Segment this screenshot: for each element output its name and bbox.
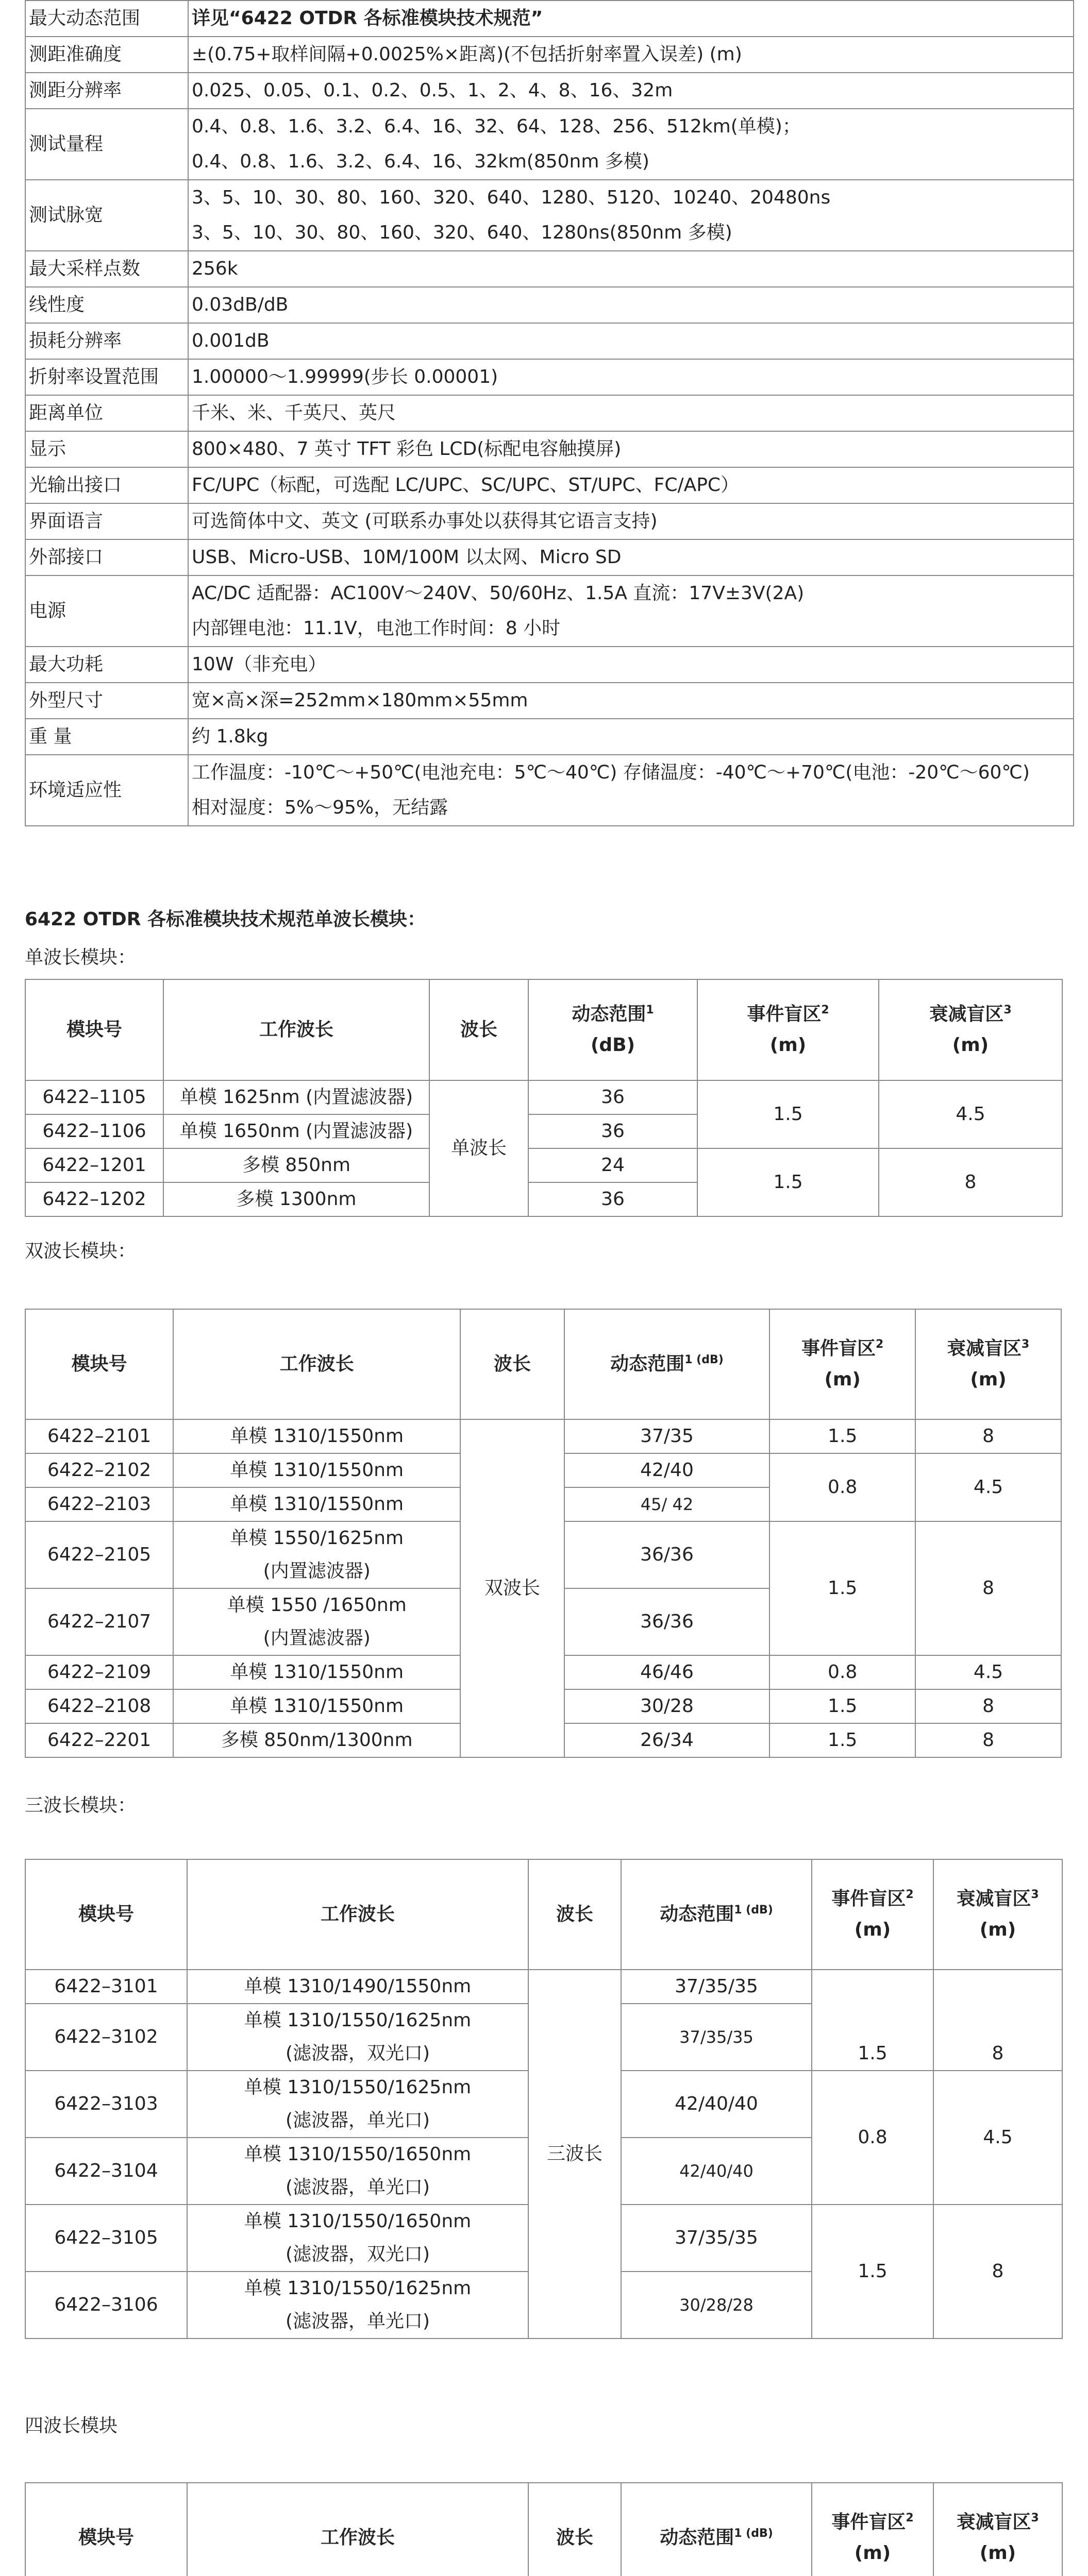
module-cell: 6422–1105 <box>25 1080 163 1114</box>
spec-value-line: 内部锂电池：11.1V，电池工作时间：8 小时 <box>192 618 561 639</box>
band-cell: 双波长 <box>460 1419 564 1757</box>
col-atten: 衰减盲区$^3$ (m) <box>933 1859 1062 1970</box>
col-module: 模块号 <box>25 1309 173 1419</box>
table-row <box>25 1419 1061 1453</box>
dr-cell: 36 <box>528 1182 697 1216</box>
module-cell: 6422–3102 <box>25 2004 187 2071</box>
event-cell: 1.5 <box>697 1080 879 1148</box>
dr-cell: 37/35/35 <box>621 2004 812 2071</box>
spec-row <box>25 359 1074 395</box>
spec-value: 详见“6422 OTDR 各标准模块技术规范” <box>188 1 1074 37</box>
event-cell: 0.8 <box>769 1655 915 1689</box>
module-cell: 6422–3104 <box>25 2138 187 2205</box>
dr-cell: 42/40/40 <box>621 2138 812 2205</box>
spec-table <box>25 0 1074 826</box>
dr-cell: 37/35/35 <box>621 2205 812 2272</box>
spec-value: 0.001dB <box>188 323 1074 359</box>
spec-row <box>25 287 1074 323</box>
spec-value: 800×480、7 英寸 TFT 彩色 LCD(标配电容触摸屏) <box>188 431 1074 467</box>
single-wavelength-table <box>25 979 1063 1217</box>
spec-row <box>25 431 1074 467</box>
atten-cell: 8 <box>915 1689 1061 1723</box>
event-cell: 1.5 <box>812 2205 933 2338</box>
spec-value: 可选简体中文、英文 (可联系办事处以获得其它语言支持) <box>188 503 1074 539</box>
module-cell: 6422–3106 <box>25 2272 187 2338</box>
spec-value-line: 相对湿度：5%～95%，无结露 <box>192 797 448 818</box>
atten-cell: 4.5 <box>915 1655 1061 1689</box>
spec-value: USB、Micro-USB、10M/100M 以太网、Micro SD <box>188 539 1074 575</box>
spec-key: 外型尺寸 <box>25 683 188 719</box>
col-band: 波长 <box>528 1859 621 1970</box>
spec-key: 最大采样点数 <box>25 251 188 287</box>
module-cell: 6422–1106 <box>25 1114 163 1148</box>
module-cell: 6422–1202 <box>25 1182 163 1216</box>
spec-row <box>25 719 1074 755</box>
spec-row <box>25 323 1074 359</box>
wave-cell: 多模 850nm <box>163 1148 429 1182</box>
spec-key: 光输出接口 <box>25 467 188 503</box>
col-module: 模块号 <box>25 1859 187 1970</box>
spec-value: 10W（非充电） <box>188 647 1074 683</box>
wave-cell: 单模 1310/1550/1650nm (滤波器，单光口) <box>187 2138 528 2205</box>
atten-cell: 4.5 <box>879 1080 1062 1148</box>
wave-cell: 单模 1310/1550/1625nm (滤波器，双光口) <box>187 2004 528 2071</box>
spec-value: 0.03dB/dB <box>188 287 1074 323</box>
spec-value-line: 0.4、0.8、1.6、3.2、6.4、16、32km(850nm 多模) <box>192 151 649 172</box>
wave-cell: 单模 1550/1625nm (内置滤波器) <box>173 1521 460 1588</box>
module-cell: 6422–2107 <box>25 1588 173 1655</box>
quad-wavelength-table <box>25 2482 1063 2576</box>
col-wave: 工作波长 <box>173 1309 460 1419</box>
atten-cell: 8 <box>915 1419 1061 1453</box>
table-header-row <box>25 1859 1062 1970</box>
spec-key: 最大功耗 <box>25 647 188 683</box>
dr-cell: 30/28 <box>564 1689 770 1723</box>
spec-row <box>25 395 1074 431</box>
spec-key: 测试量程 <box>25 109 188 180</box>
dr-cell: 42/40/40 <box>621 2071 812 2138</box>
section-heading: 6422 OTDR 各标准模块技术规范单波长模块： <box>25 909 426 930</box>
table-header-row <box>25 1309 1061 1419</box>
col-wave: 工作波长 <box>187 1859 528 1970</box>
spec-value-line: 3、5、10、30、80、160、320、640、1280ns(850nm 多模) <box>192 222 732 243</box>
wave-cell: 单模 1310/1490/1550nm <box>187 1970 528 2004</box>
spec-row <box>25 73 1074 109</box>
wave-cell: 单模 1310/1550nm <box>173 1689 460 1723</box>
col-event: 事件盲区$^2$ (m) <box>769 1309 915 1419</box>
spec-key: 线性度 <box>25 287 188 323</box>
atten-cell: 8 <box>879 1148 1062 1216</box>
col-band: 波长 <box>528 2483 621 2576</box>
spec-row <box>25 575 1074 647</box>
wave-cell: 多模 850nm/1300nm <box>173 1723 460 1757</box>
col-wave: 工作波长 <box>187 2483 528 2576</box>
quad-label: 四波长模块 <box>25 2415 118 2436</box>
spec-key: 测距准确度 <box>25 37 188 73</box>
spec-value: 约 1.8kg <box>188 719 1074 755</box>
dr-cell: 26/34 <box>564 1723 770 1757</box>
col-band: 波长 <box>460 1309 564 1419</box>
module-cell: 6422–2108 <box>25 1689 173 1723</box>
wave-cell: 单模 1310/1550/1625nm (滤波器，单光口) <box>187 2272 528 2338</box>
event-cell: 1.5 <box>769 1689 915 1723</box>
wave-cell: 单模 1550 /1650nm (内置滤波器) <box>173 1588 460 1655</box>
module-cell: 6422–3103 <box>25 2071 187 2138</box>
triple-wavelength-table <box>25 1859 1063 2339</box>
dr-cell: 45/ 42 <box>564 1487 770 1521</box>
event-cell: 1.5 <box>697 1148 879 1216</box>
table-row <box>25 1970 1062 2004</box>
spec-value: ±(0.75+取样间隔+0.0025%×距离)(不包括折射率置入误差) (m) <box>188 37 1074 73</box>
spec-value-line: 3、5、10、30、80、160、320、640、1280、5120、10240、20480ns <box>192 187 831 208</box>
col-dr: 动态范围$^{1 (dB)}$ <box>621 1859 812 1970</box>
module-cell: 6422–3105 <box>25 2205 187 2272</box>
spec-value-line: AC/DC 适配器：AC100V～240V、50/60Hz、1.5A 直流：17V±3V(2A) <box>192 583 805 604</box>
module-cell: 6422–2105 <box>25 1521 173 1588</box>
event-cell: 1.5 <box>769 1521 915 1655</box>
spec-value <box>188 575 1074 647</box>
table-header-row <box>25 2483 1062 2576</box>
col-dr: 动态范围$^{1 (dB)}$ <box>621 2483 812 2576</box>
dr-cell: 37/35 <box>564 1419 770 1453</box>
wave-cell: 单模 1310/1550nm <box>173 1453 460 1487</box>
band-cell: 单波长 <box>429 1080 528 1216</box>
event-cell: 1.5 <box>769 1723 915 1757</box>
dr-cell: 24 <box>528 1148 697 1182</box>
col-atten: 衰减盲区$^3$ (m) <box>879 979 1062 1080</box>
wave-cell: 单模 1625nm (内置滤波器) <box>163 1080 429 1114</box>
spec-row <box>25 683 1074 719</box>
dr-cell: 36 <box>528 1114 697 1148</box>
spec-value: 千米、米、千英尺、英尺 <box>188 395 1074 431</box>
wave-cell: 单模 1310/1550/1650nm (滤波器，双光口) <box>187 2205 528 2272</box>
spec-value: 256k <box>188 251 1074 287</box>
col-module: 模块号 <box>25 2483 187 2576</box>
spec-row <box>25 647 1074 683</box>
atten-cell: 8 <box>933 1970 1062 2071</box>
spec-row <box>25 251 1074 287</box>
module-cell: 6422–2201 <box>25 1723 173 1757</box>
spec-row <box>25 37 1074 73</box>
spec-value: 宽×高×深=252mm×180mm×55mm <box>188 683 1074 719</box>
spec-key: 最大动态范围 <box>25 1 188 37</box>
single-label: 单波长模块： <box>25 947 137 968</box>
dr-cell: 36/36 <box>564 1588 770 1655</box>
spec-value <box>188 755 1074 826</box>
wave-cell: 单模 1310/1550nm <box>173 1487 460 1521</box>
spec-key: 界面语言 <box>25 503 188 539</box>
wave-cell: 多模 1300nm <box>163 1182 429 1216</box>
dual-label: 双波长模块： <box>25 1241 137 1262</box>
dr-cell: 46/46 <box>564 1655 770 1689</box>
col-dr: 动态范围$^1$ (dB) <box>528 979 697 1080</box>
dr-cell: 42/40 <box>564 1453 770 1487</box>
wave-cell: 单模 1650nm (内置滤波器) <box>163 1114 429 1148</box>
spec-key: 损耗分辨率 <box>25 323 188 359</box>
spec-row <box>25 1 1074 37</box>
wave-cell: 单模 1310/1550nm <box>173 1655 460 1689</box>
spec-value-line: 0.4、0.8、1.6、3.2、6.4、16、32、64、128、256、512km(单模)； <box>192 116 801 137</box>
spec-row <box>25 109 1074 180</box>
event-cell: 1.5 <box>769 1419 915 1453</box>
spec-key: 重 量 <box>25 719 188 755</box>
event-cell: 0.8 <box>812 2071 933 2205</box>
event-cell: 1.5 <box>812 1970 933 2071</box>
dr-cell: 37/35/35 <box>621 1970 812 2004</box>
col-atten: 衰减盲区$^3$ (m) <box>915 1309 1061 1419</box>
spec-value-line: 工作温度：-10℃～+50℃(电池充电：5℃～40℃) 存储温度：-40℃～+70℃(电池：-20℃～60℃) <box>192 762 1030 783</box>
spec-row <box>25 180 1074 251</box>
table-header-row <box>25 979 1062 1080</box>
col-event: 事件盲区$^2$ (m) <box>812 1859 933 1970</box>
table-row <box>25 1148 1062 1182</box>
col-wave: 工作波长 <box>163 979 429 1080</box>
spec-row <box>25 503 1074 539</box>
spec-value <box>188 109 1074 180</box>
spec-row <box>25 467 1074 503</box>
col-atten: 衰减盲区$^3$ (m) <box>933 2483 1062 2576</box>
spec-key: 电源 <box>25 575 188 647</box>
atten-cell: 4.5 <box>915 1453 1061 1521</box>
spec-key: 距离单位 <box>25 395 188 431</box>
wave-cell: 单模 1310/1550/1625nm (滤波器，单光口) <box>187 2071 528 2138</box>
col-event: 事件盲区$^2$ (m) <box>812 2483 933 2576</box>
triple-label: 三波长模块： <box>25 1795 137 1816</box>
atten-cell: 4.5 <box>933 2071 1062 2205</box>
col-band: 波长 <box>429 979 528 1080</box>
module-cell: 6422–2103 <box>25 1487 173 1521</box>
spec-row <box>25 755 1074 826</box>
dr-cell: 36/36 <box>564 1521 770 1588</box>
module-cell: 6422–2101 <box>25 1419 173 1453</box>
dr-cell: 30/28/28 <box>621 2272 812 2338</box>
spec-key: 环境适应性 <box>25 755 188 826</box>
spec-value: 1.00000～1.99999(步长 0.00001) <box>188 359 1074 395</box>
spec-key: 测试脉宽 <box>25 180 188 251</box>
dr-cell: 36 <box>528 1080 697 1114</box>
atten-cell: 8 <box>933 2205 1062 2338</box>
module-cell: 6422–2102 <box>25 1453 173 1487</box>
table-row <box>25 1080 1062 1114</box>
spec-value <box>188 180 1074 251</box>
spec-row <box>25 539 1074 575</box>
spec-key: 外部接口 <box>25 539 188 575</box>
col-module: 模块号 <box>25 979 163 1080</box>
wave-cell: 单模 1310/1550nm <box>173 1419 460 1453</box>
spec-key: 测距分辨率 <box>25 73 188 109</box>
spec-key: 显示 <box>25 431 188 467</box>
module-cell: 6422–1201 <box>25 1148 163 1182</box>
spec-key: 折射率设置范围 <box>25 359 188 395</box>
band-cell: 三波长 <box>528 1970 621 2338</box>
atten-cell: 8 <box>915 1723 1061 1757</box>
atten-cell: 8 <box>915 1521 1061 1655</box>
spec-value: FC/UPC（标配，可选配 LC/UPC、SC/UPC、ST/UPC、FC/APC） <box>188 467 1074 503</box>
col-dr: 动态范围$^{1 (dB)}$ <box>564 1309 770 1419</box>
event-cell: 0.8 <box>769 1453 915 1521</box>
module-cell: 6422–3101 <box>25 1970 187 2004</box>
spec-value: 0.025、0.05、0.1、0.2、0.5、1、2、4、8、16、32m <box>188 73 1074 109</box>
module-cell: 6422–2109 <box>25 1655 173 1689</box>
dual-wavelength-table <box>25 1309 1062 1758</box>
col-event: 事件盲区$^2$ (m) <box>697 979 879 1080</box>
